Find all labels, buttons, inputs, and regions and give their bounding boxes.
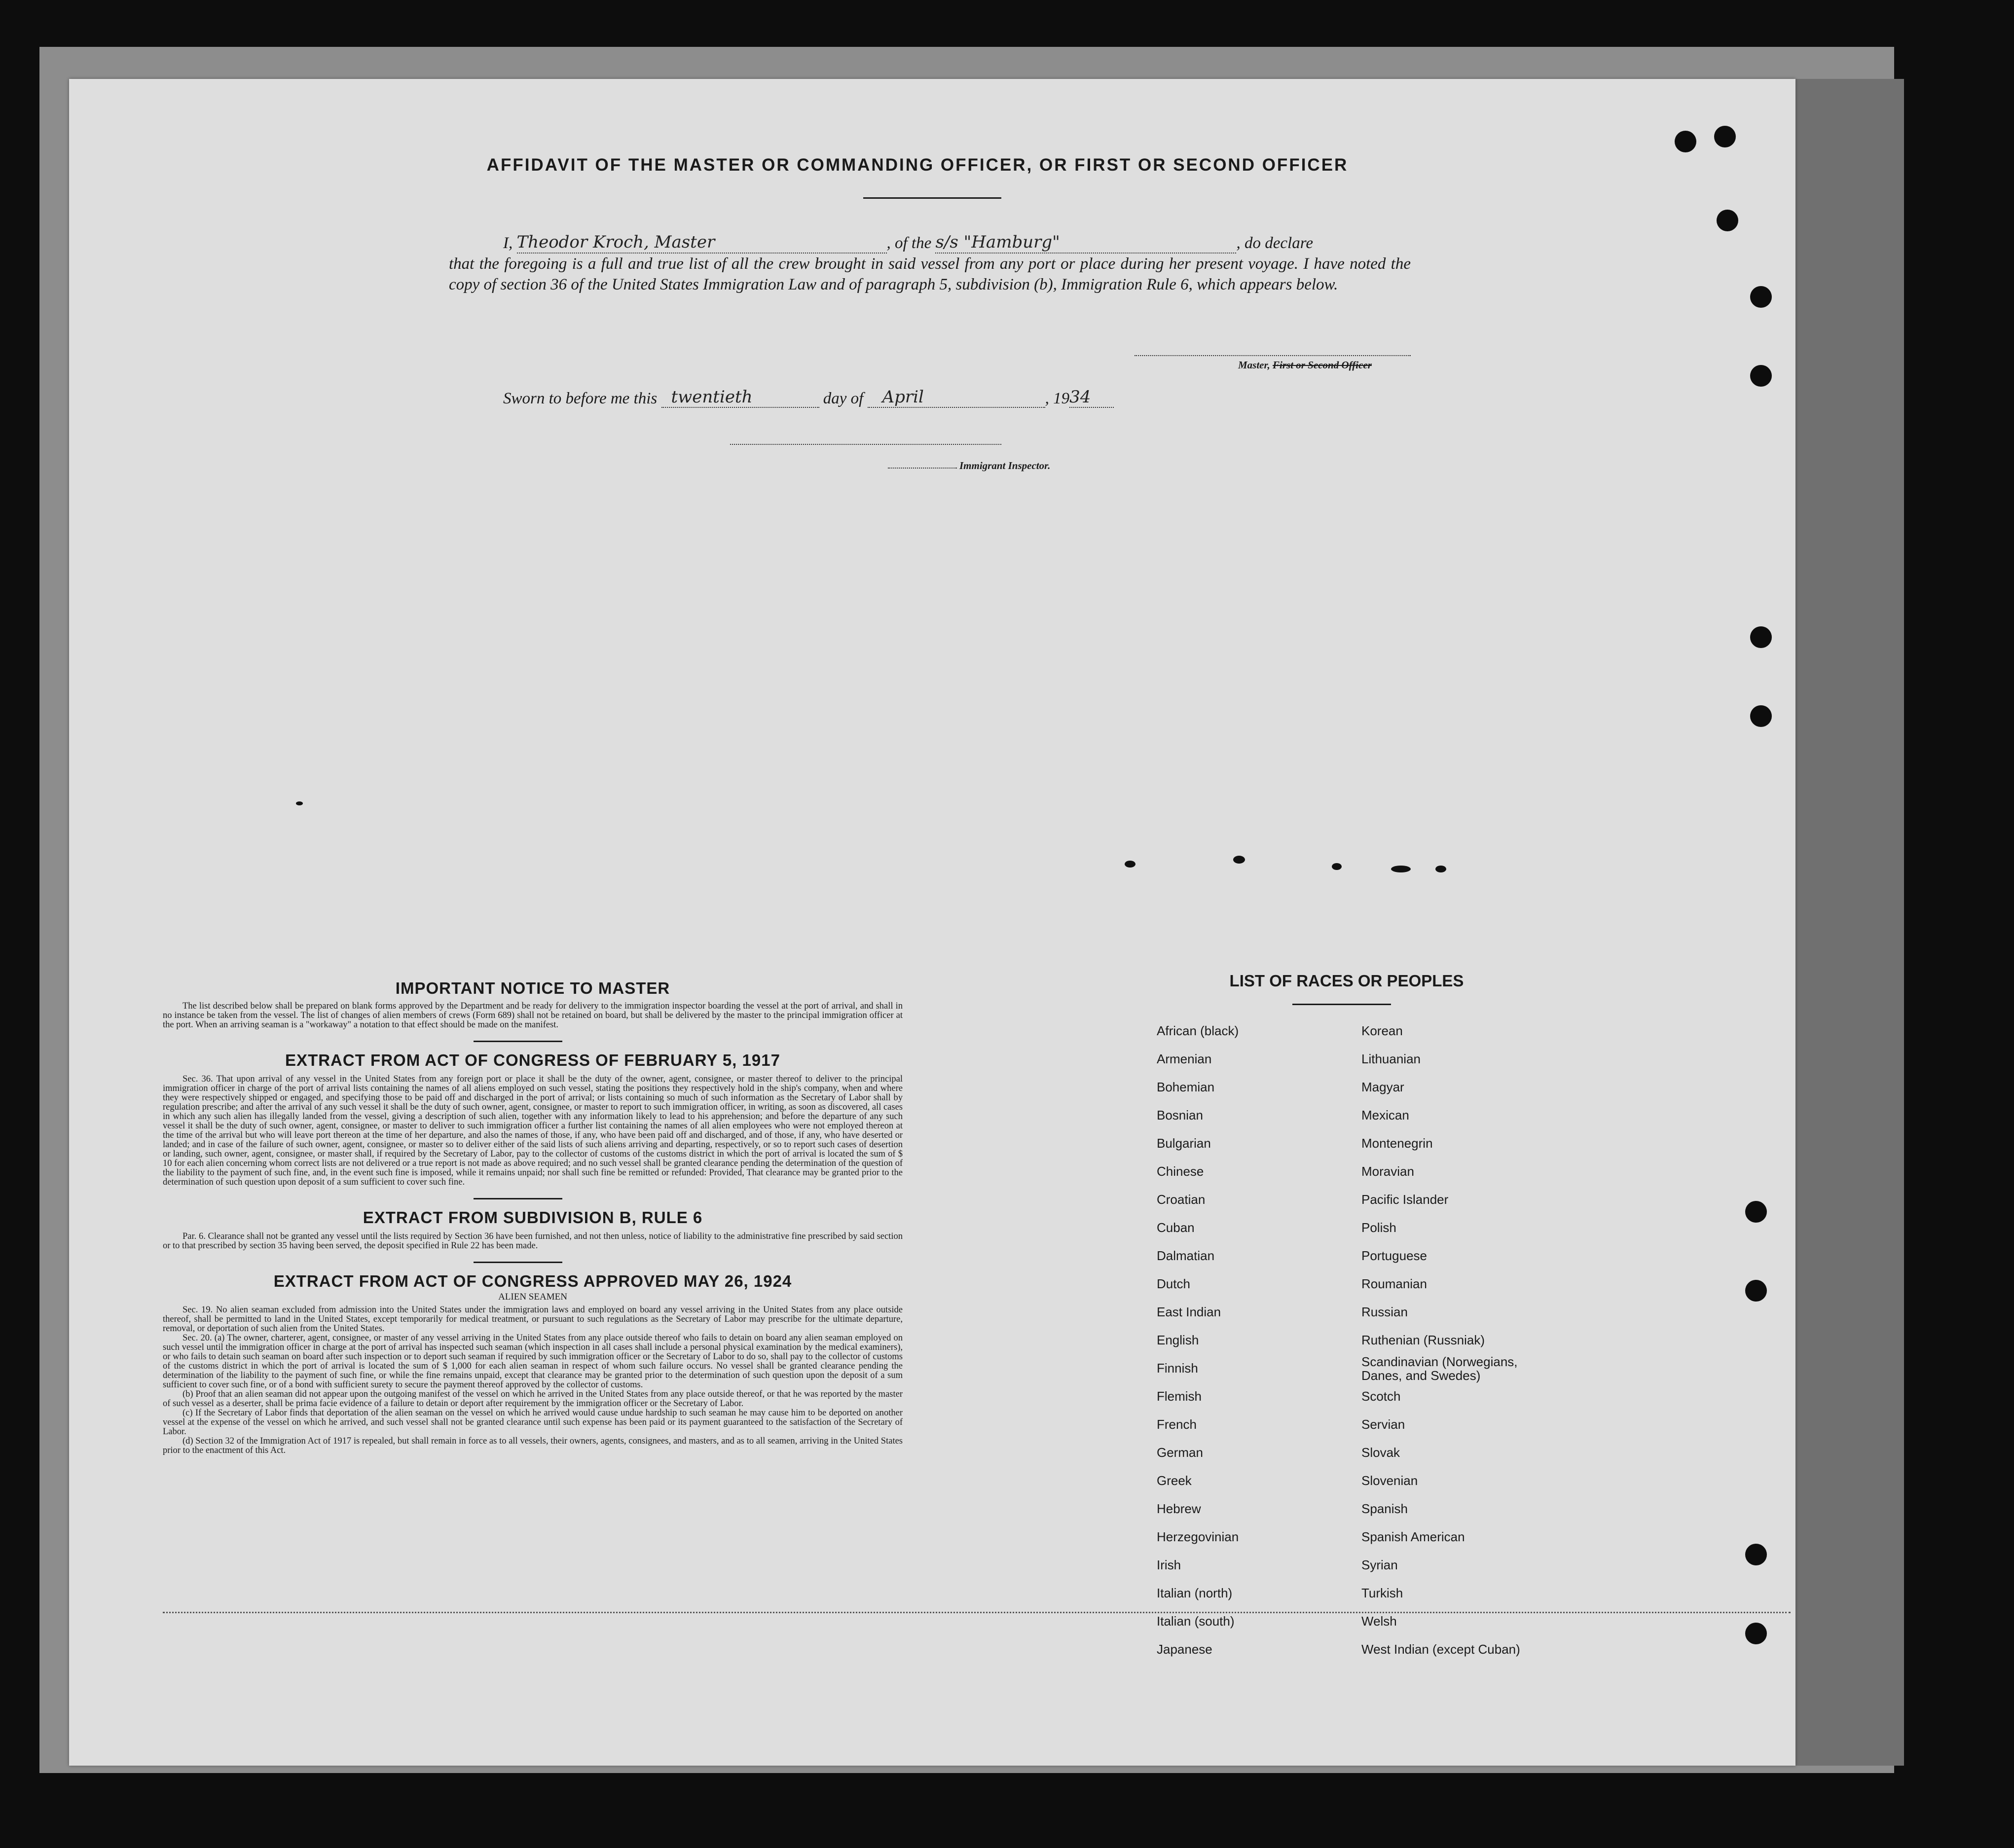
binder-hole	[1745, 1201, 1767, 1223]
race-item: Chinese	[1157, 1164, 1204, 1179]
race-item: Armenian	[1157, 1051, 1212, 1066]
notice-title: IMPORTANT NOTICE TO MASTER	[395, 979, 670, 997]
sec-20c-text: (c) If the Secretary of Labor finds that deportation of the alien seaman on the vessel on which he arrived would cause undue hardship to such seaman he may cause him to be deported on another vessel at the expense of the vessel on which he arrived, and such vessel shall not be granted clearance until such expense has been paid or its payment guaranteed to the satisfaction of the Secretary of Labor.	[163, 1408, 903, 1437]
race-item: Flemish	[1157, 1389, 1202, 1404]
race-item: Finnish	[1157, 1361, 1198, 1376]
race-item: Pacific Islander	[1361, 1192, 1449, 1207]
sec-19-text: Sec. 19. No alien seaman excluded from admission into the United States under the immigration laws and employed on board any vessel arriving in the United States from any place outside thereof, shall be permitted to land in the United States, except temporarily for medical treatment, or pursuant to such regulations as the Secretary of Labor may prescribe for the ultimate departure, removal, or deportation of such alien from the United States.	[163, 1305, 903, 1334]
section-rule	[474, 1041, 562, 1042]
race-item: Spanish American	[1361, 1529, 1465, 1544]
act-1917-title: EXTRACT FROM ACT OF CONGRESS OF FEBRUARY 5, 1917	[285, 1051, 780, 1069]
binder-hole	[1750, 705, 1772, 727]
race-item: Dalmatian	[1157, 1248, 1215, 1263]
race-item: Italian (north)	[1157, 1586, 1233, 1600]
day-of-label: day of	[823, 390, 864, 407]
month-field[interactable]: April	[868, 387, 1045, 408]
race-item: Moravian	[1361, 1164, 1414, 1179]
race-item: Irish	[1157, 1558, 1181, 1572]
race-item: Montenegrin	[1361, 1136, 1433, 1151]
ink-smudge	[1332, 863, 1342, 870]
binder-hole	[1750, 365, 1772, 387]
inspector-signature-line[interactable]	[730, 444, 1001, 445]
alien-seamen-subtitle: ALIEN SEAMEN	[498, 1292, 567, 1302]
race-item: Bosnian	[1157, 1108, 1203, 1123]
race-item: Roumanian	[1361, 1276, 1427, 1291]
faint-dotted-line	[163, 1612, 1791, 1613]
master-name-field[interactable]: Theodor Kroch, Master	[517, 232, 887, 254]
section-rule	[474, 1262, 562, 1263]
race-item: Cuban	[1157, 1220, 1195, 1235]
ink-smudge	[1435, 866, 1446, 872]
race-item: African (black)	[1157, 1023, 1239, 1038]
race-item: Portuguese	[1361, 1248, 1427, 1263]
struck-officer-label: First or Second Officer	[1273, 359, 1372, 371]
inspector-signature-line-2	[888, 468, 957, 469]
master-label-text: Master,	[1238, 359, 1270, 371]
ink-smudge	[1125, 861, 1135, 868]
sworn-line	[503, 387, 1114, 408]
race-item: Russian	[1361, 1304, 1408, 1319]
year-field[interactable]: 34	[1069, 387, 1114, 408]
race-item: Slovak	[1361, 1445, 1400, 1460]
race-item: Greek	[1157, 1473, 1192, 1488]
rule-6-title: EXTRACT FROM SUBDIVISION B, RULE 6	[363, 1208, 703, 1227]
affidavit-title: AFFIDAVIT OF THE MASTER OR COMMANDING OFFICER, OR FIRST OR SECOND OFFICER	[486, 155, 1349, 175]
ink-smudge	[296, 801, 303, 805]
race-item: Croatian	[1157, 1192, 1206, 1207]
rule-6-text: Par. 6. Clearance shall not be granted any vessel until the lists required by Section 36 have been furnished, and not then unless, notice of liability to the administrative fine prescribed by said section or to that prescribed by section 35 having been served, the deposit specified in Rule 22 has been made.	[163, 1232, 903, 1251]
race-item: Korean	[1361, 1023, 1403, 1038]
races-rule	[1292, 1004, 1391, 1005]
race-item: Dutch	[1157, 1276, 1190, 1291]
race-item: German	[1157, 1445, 1203, 1460]
race-item: Ruthenian (Russniak)	[1361, 1333, 1485, 1347]
section-rule	[474, 1198, 562, 1199]
race-item: Bohemian	[1157, 1080, 1215, 1094]
inspector-label: Immigrant Inspector.	[959, 460, 1051, 471]
race-item: Herzegovinian	[1157, 1529, 1239, 1544]
sec-20b-text: (b) Proof that an alien seaman did not appear upon the outgoing manifest of the vessel on which he arrived in the United States from any place outside thereof, or that he was reported by the master of such vessel as a deserter, shall be prima facie evidence of a failure to detain or deport after requirement by the immigration officer or the Secretary of Labor.	[163, 1389, 903, 1409]
race-item: Polish	[1361, 1220, 1396, 1235]
races-title: LIST OF RACES OR PEOPLES	[1229, 972, 1464, 990]
race-item: West Indian (except Cuban)	[1361, 1642, 1520, 1657]
of-the-label: , of the	[886, 234, 932, 252]
notice-section	[163, 979, 903, 1455]
race-item: Turkish	[1361, 1586, 1403, 1600]
day-field[interactable]: twentieth	[661, 387, 819, 408]
do-declare-label: , do declare	[1236, 234, 1313, 252]
ink-smudge	[1391, 866, 1411, 872]
race-item: Servian	[1361, 1417, 1405, 1432]
vessel-name-field[interactable]: s/s "Hamburg"	[935, 232, 1236, 254]
race-item: Spanish	[1361, 1501, 1408, 1516]
master-label	[1238, 359, 1372, 371]
binder-hole	[1745, 1544, 1767, 1565]
race-item: Scandinavian (Norwegians, Danes, and Swedes)	[1361, 1354, 1518, 1383]
binder-hole	[1750, 286, 1772, 308]
race-item: Japanese	[1157, 1642, 1212, 1657]
race-item: Slovenian	[1361, 1473, 1418, 1488]
document-page	[69, 79, 1795, 1766]
ink-smudge	[1233, 856, 1245, 864]
binder-hole	[1745, 1280, 1767, 1302]
binder-hole	[1675, 131, 1696, 152]
sec-20a-text: Sec. 20. (a) The owner, charterer, agent, consignee, or master of any vessel arriving in the United States from any place outside thereof who fails to detain on board any alien seaman employed on such vessel until the immigration officer in charge at the port of arrival has inspected such seaman (which inspection in all cases shall include a personal physical examination by the medical examiners), or who fails to detain such seaman on board after such inspection or to deport such seaman if required by such immigration officer or the Secretary of Labor to do so, shall pay to the collector of customs of the customs district in which the port of arrival is located the sum of $ 1,000 for each alien seaman in respect of whom such failure occurs. No vessel shall be granted clearance pending the determination of the liability to the payment of such fine, or while the fine remains unpaid, except that clearance may be granted prior to the determination of such question upon the deposit of a sum sufficient to cover such fine, or of a bond with sufficient surety to secure the payment thereof approved by the collector of customs.	[163, 1333, 903, 1390]
race-item: Lithuanian	[1361, 1051, 1421, 1066]
race-item: Scotch	[1361, 1389, 1401, 1404]
race-item: Welsh	[1361, 1614, 1397, 1629]
master-signature-line[interactable]	[1135, 355, 1411, 356]
notice-text: The list described below shall be prepared on blank forms approved by the Department and be ready for delivery to the immigration inspector boarding the vessel at the port of arrival, and shall in no instance be taken from the vessel. The list of changes of alien members of crews (Form 689) shall not be retained on board, but shall be delivered by the master to the principal immigration officer at the port. When an arriving seaman is a "workaway" a notation to that effect should be made on the manifest.	[163, 1001, 903, 1030]
race-item: Mexican	[1361, 1108, 1409, 1123]
title-rule	[863, 197, 1001, 199]
declaration-body: that the foregoing is a full and true list of all the crew brought in said vessel from any port or place during her present voyage. I have noted the copy of section 36 of the United States Immigration Law and of paragraph 5, subdivision (b), Immigration Rule 6, which appears below.	[449, 255, 1411, 293]
race-item: English	[1157, 1333, 1199, 1347]
declaration-i: I,	[503, 234, 513, 252]
act-1924-title: EXTRACT FROM ACT OF CONGRESS APPROVED MAY 26, 1924	[273, 1272, 792, 1290]
race-item: Hebrew	[1157, 1501, 1201, 1516]
binder-hole	[1717, 210, 1738, 231]
binder-hole	[1714, 126, 1736, 147]
race-item: East Indian	[1157, 1304, 1221, 1319]
race-item: Bulgarian	[1157, 1136, 1211, 1151]
sec-20d-text: (d) Section 32 of the Immigration Act of 1917 is repealed, but shall remain in force as to all vessels, their owners, agents, consignees, and masters, and as to all seamen, arriving in the United States prior to the enactment of this Act.	[163, 1436, 903, 1455]
binder-hole	[1750, 626, 1772, 648]
act-1917-text: Sec. 36. That upon arrival of any vessel in the United States from any foreign port or place it shall be the duty of the owner, agent, consignee, or master thereof to deliver to the principal immigration officer in charge of the port of arrival lists containing the names of all aliens employed on such vessel, stating the positions they respectively hold in the ship's company, when and where they were respectively shipped or engaged, and specifying those to be paid off and discharged in the port of arrival; or lists containing so much of such information as the Secretary of Labor shall by regulation prescribe; and after the arrival of any such vessel it shall be the duty of such owner, agent, consignee, or master to report to such immigration officer, in writing, as soon as discovered, all cases in which any such alien has illegally landed from the vessel, giving a description of such alien, together with any information likely to lead to his apprehension; and before the departure of any such vessel it shall be the duty of such owner, agent, consignee, or master to deliver to such immigration officer a further list containing the names of all alien employees who were not employed thereon at the time of the arrival but who will leave port thereon at the time of her departure, and also the names of those, if any, who have been paid off and discharged, and of those, if any, who have deserted or landed; and in case of the failure of such owner, agent, consignee, or master so to deliver either of the said lists of such aliens arriving and departing, respectively, or so to report such cases of desertion or landing, such owner, agent, consignee, or master shall, if required by the Secretary of Labor, pay to the collector of customs of the customs district in which the port of arrival is located the sum of $ 10 for each alien concerning whom correct lists are not delivered or a true report is not made as above required; and no such vessel shall be granted clearance pending the determination of the question of the liability to the payment of such fine, and, in the event such fine is imposed, while it remains unpaid; nor shall such fine be remitted or refunded: Provided, That clearance may be granted prior to the determination of such question upon deposit of a sum sufficient to cover such fine.	[163, 1074, 903, 1187]
binder-hole	[1745, 1623, 1767, 1644]
sworn-prefix: Sworn to before me this	[503, 390, 658, 407]
race-item: Syrian	[1361, 1558, 1398, 1572]
race-item: French	[1157, 1417, 1197, 1432]
race-item: Magyar	[1361, 1080, 1404, 1094]
declaration-paragraph	[449, 232, 1411, 295]
race-item: Italian (south)	[1157, 1614, 1235, 1629]
year-prefix: , 19	[1045, 390, 1070, 407]
